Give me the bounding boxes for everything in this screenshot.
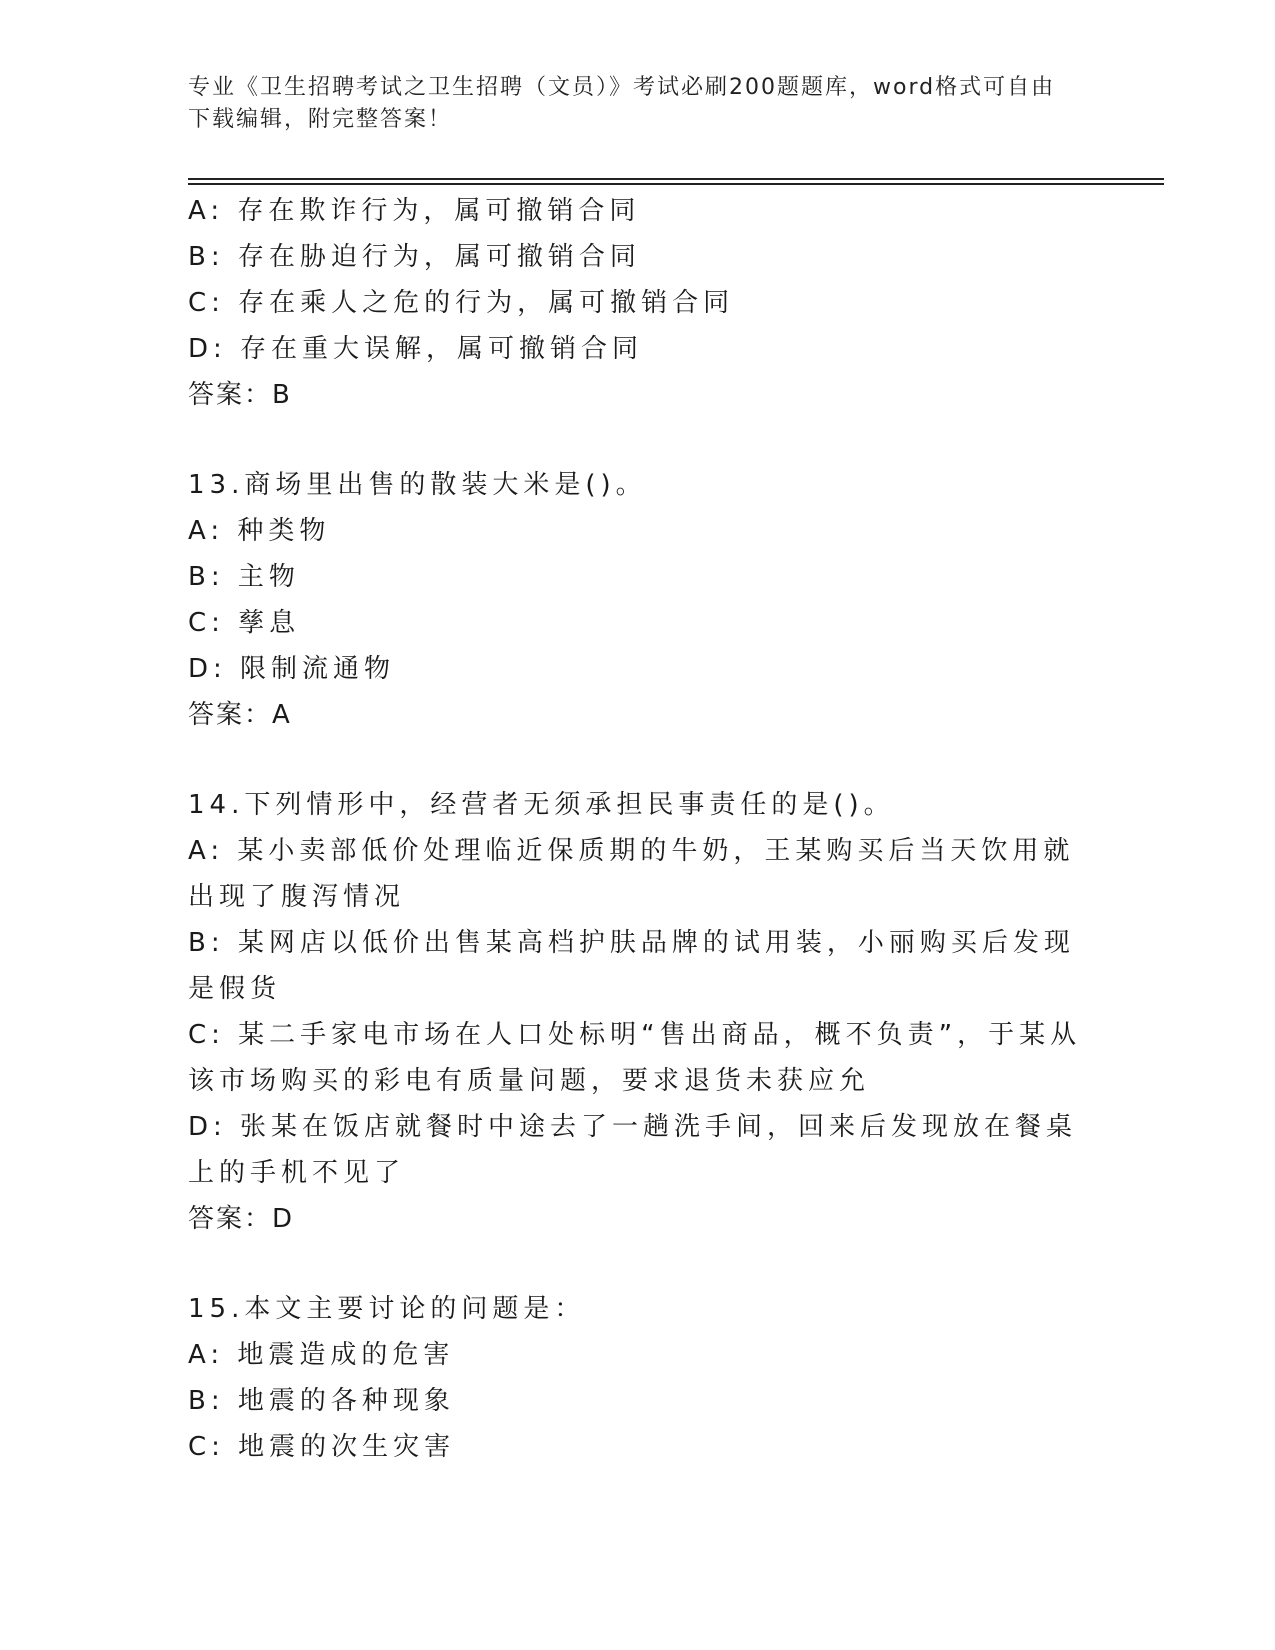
spacer — [188, 738, 1088, 782]
question-15 — [188, 1286, 1088, 1470]
option-a: A: 地震造成的危害 — [188, 1340, 455, 1370]
document-header: 专业《卫生招聘考试之卫生招聘（文员）》考试必刷200题题库，word格式可自由下载编辑，附完整答案！ — [188, 75, 1056, 132]
option-d: D: 存在重大误解，属可撤销合同 — [188, 334, 644, 364]
question-stem: 15.本文主要讨论的问题是： — [188, 1294, 586, 1324]
answer: 答案：B — [188, 380, 292, 410]
spacer — [188, 1242, 1088, 1286]
option-c: C: 孳息 — [188, 608, 301, 638]
option-d: D: 限制流通物 — [188, 654, 396, 684]
question-stem: 14.下列情形中，经营者无须承担民事责任的是()。 — [188, 790, 895, 820]
answer: 答案：D — [188, 1204, 295, 1234]
question-12 — [188, 188, 1088, 418]
question-stem: 13.商场里出售的散装大米是()。 — [188, 470, 647, 500]
option-a: A: 存在欺诈行为，属可撤销合同 — [188, 196, 641, 226]
option-b: B: 主物 — [188, 562, 300, 592]
question-14 — [188, 782, 1088, 1242]
question-13 — [188, 462, 1088, 738]
option-a: A: 种类物 — [188, 516, 331, 546]
option-b: B: 地震的各种现象 — [188, 1386, 455, 1416]
option-c: C: 某二手家电市场在人口处标明“售出商品，概不负责”，于某从该市场购买的彩电有质量问题，要求退货未获应允 — [188, 1020, 1082, 1096]
questions-content — [188, 188, 1088, 1470]
header-rule-top — [188, 178, 1164, 180]
option-d: D: 张某在饭店就餐时中途去了一趟洗手间，回来后发现放在餐桌上的手机不见了 — [188, 1112, 1078, 1188]
option-c: C: 存在乘人之危的行为，属可撤销合同 — [188, 288, 735, 318]
option-b: B: 存在胁迫行为，属可撤销合同 — [188, 242, 641, 272]
spacer — [188, 418, 1088, 462]
option-c: C: 地震的次生灾害 — [188, 1432, 456, 1462]
header-rule-bottom — [188, 183, 1164, 185]
option-a: A: 某小卖部低价处理临近保质期的牛奶，王某购买后当天饮用就出现了腹泻情况 — [188, 836, 1075, 912]
option-b: B: 某网店以低价出售某高档护肤品牌的试用装，小丽购买后发现是假货 — [188, 928, 1075, 1004]
answer: 答案：A — [188, 700, 292, 730]
